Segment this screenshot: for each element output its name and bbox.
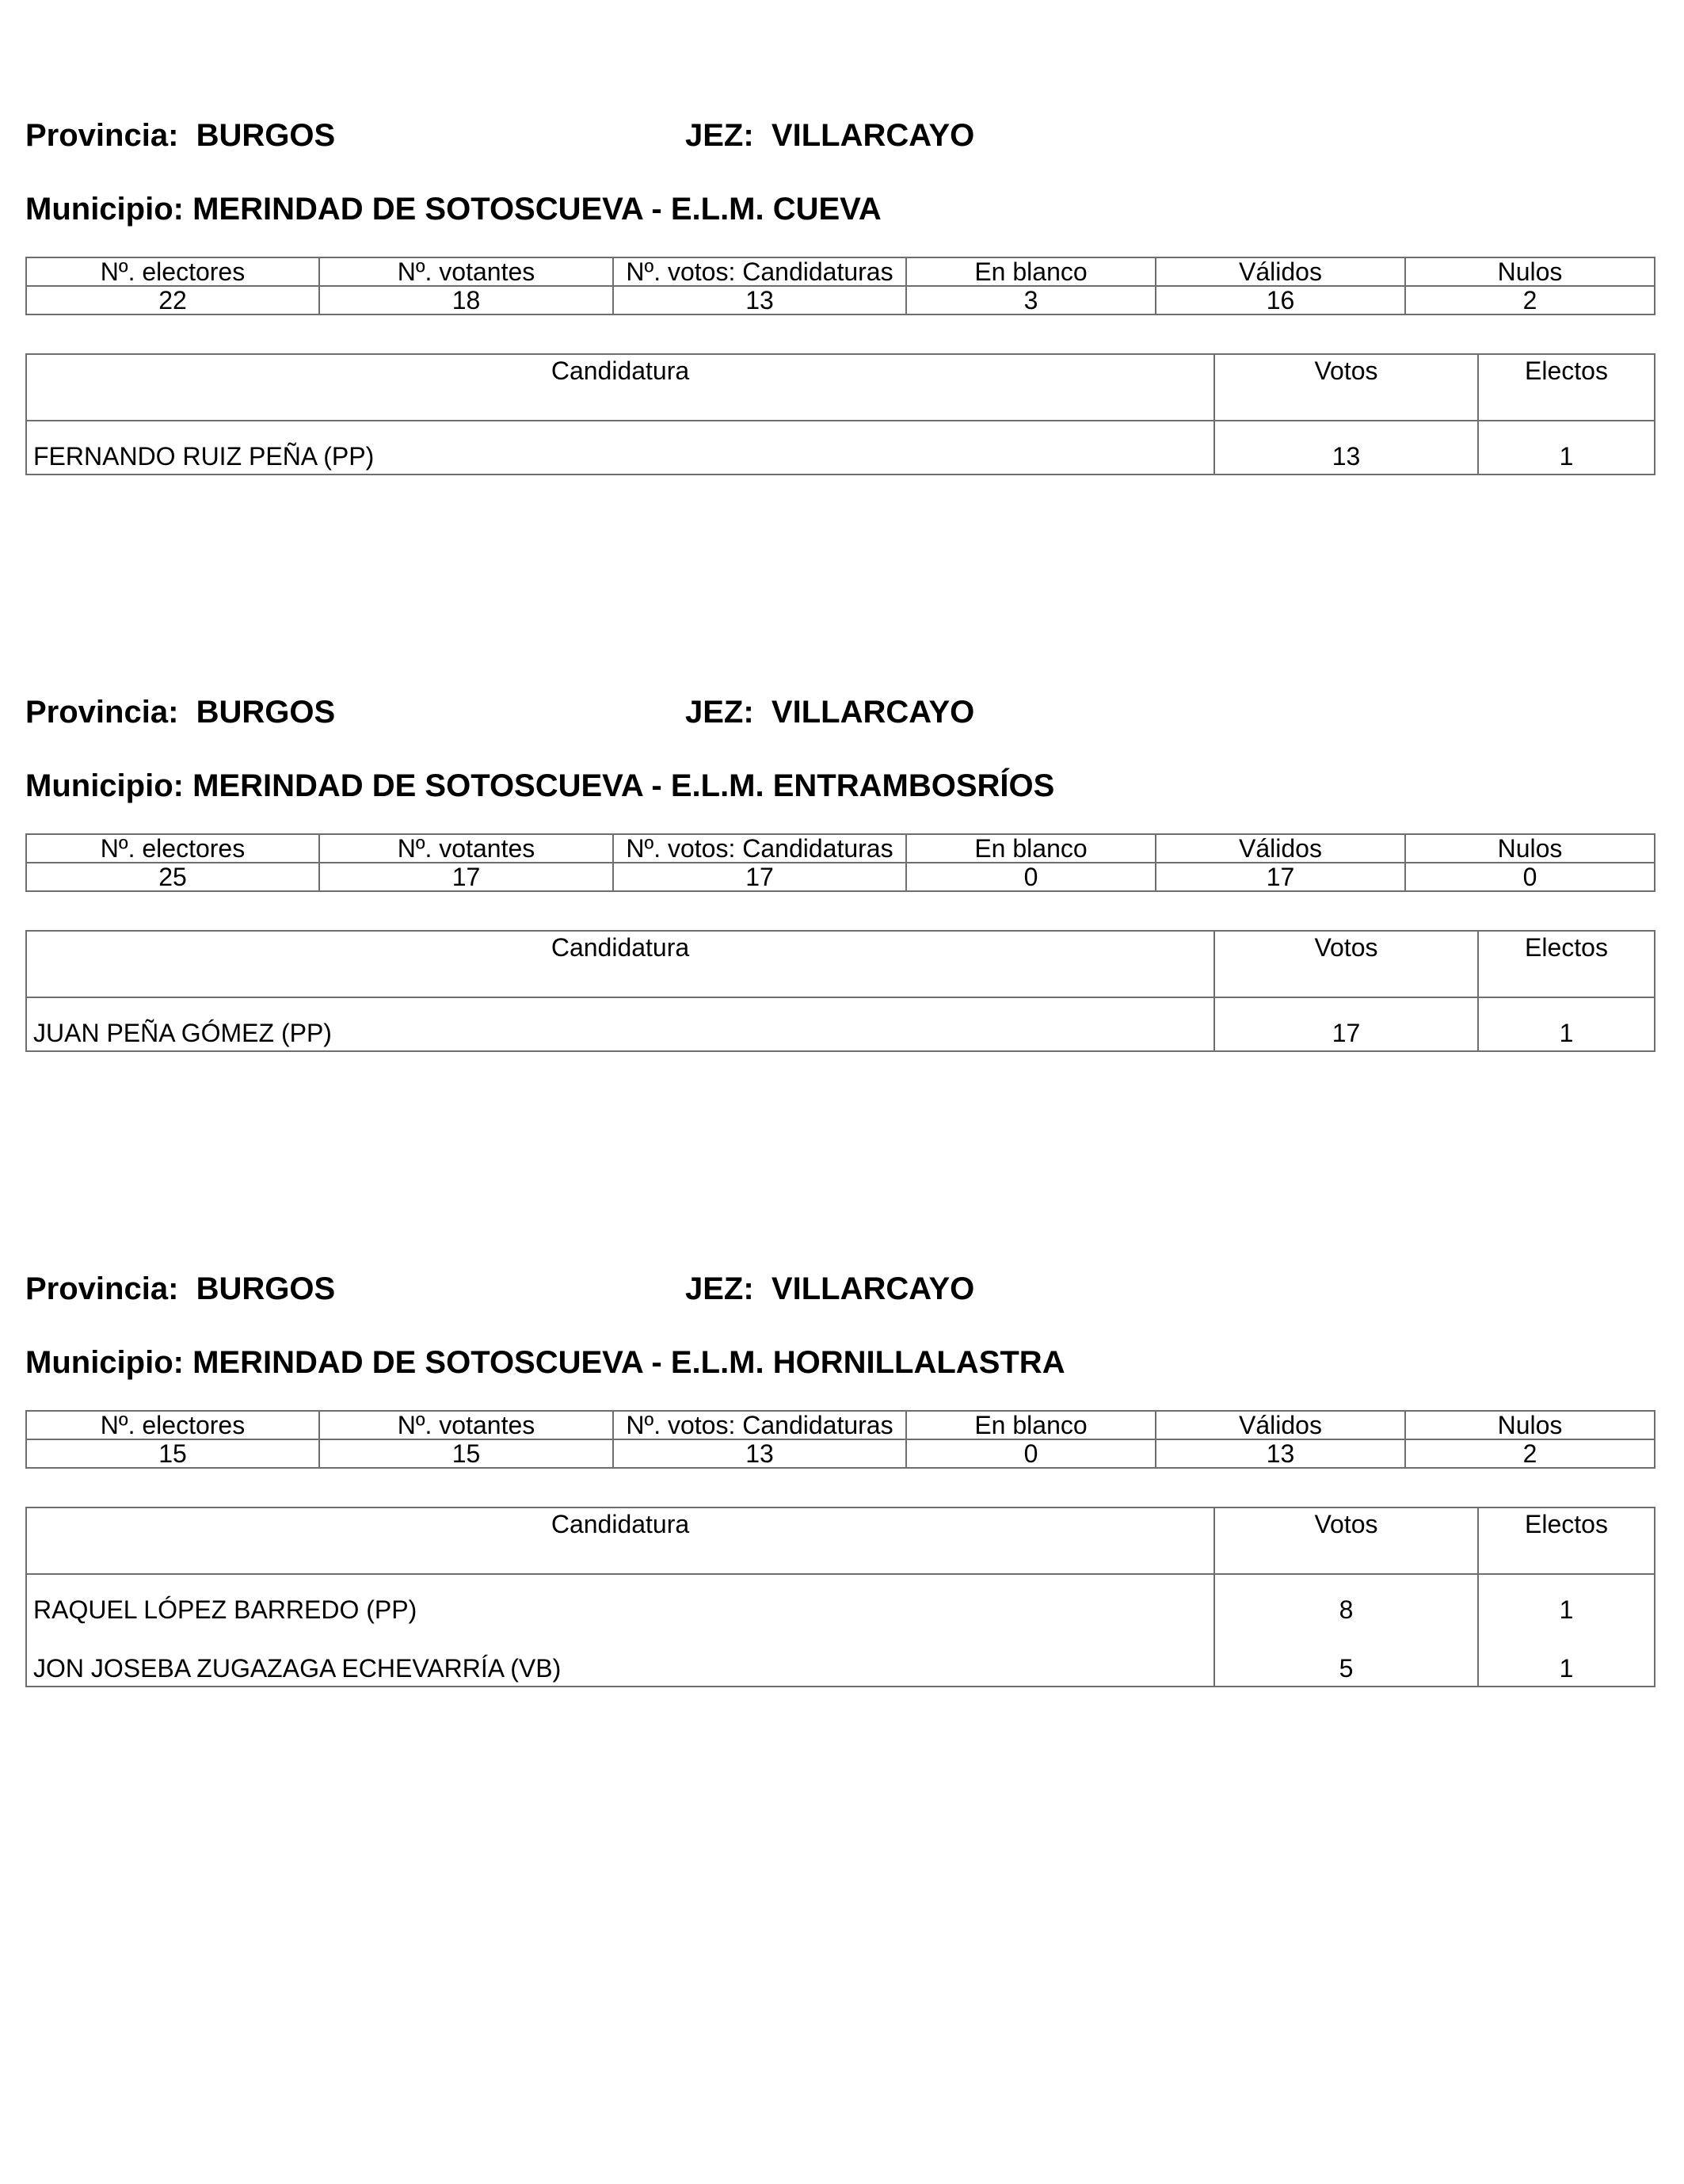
stats-value-cell: 15 — [26, 1439, 319, 1468]
candidate-votos: 8 — [1214, 1574, 1478, 1633]
candidate-row — [26, 1633, 1655, 1687]
votos-header: Votos — [1214, 354, 1478, 421]
stats-value-row — [26, 286, 1655, 314]
stats-header-cell: Nº. votos: Candidaturas — [613, 834, 906, 863]
candidate-name: JUAN PEÑA GÓMEZ (PP) — [26, 997, 1214, 1051]
stats-value-cell: 25 — [26, 863, 319, 891]
candidatura-header: Candidatura — [26, 1507, 1214, 1574]
candidate-row — [26, 997, 1655, 1051]
candidates-header-row — [26, 354, 1655, 421]
jez-label: JEZ: — [685, 695, 754, 730]
stats-value-cell: 2 — [1405, 286, 1655, 314]
stats-header-cell: En blanco — [906, 834, 1156, 863]
electos-header: Electos — [1478, 931, 1655, 997]
stats-header-cell: Nº. votos: Candidaturas — [613, 1411, 906, 1439]
stats-header-cell: Nº. electores — [26, 1411, 319, 1439]
votos-header: Votos — [1214, 1507, 1478, 1574]
votos-header: Votos — [1214, 931, 1478, 997]
stats-value-cell: 18 — [319, 286, 613, 314]
candidate-name: JON JOSEBA ZUGAZAGA ECHEVARRÍA (VB) — [26, 1633, 1214, 1687]
provincia-label: Provincia: — [25, 118, 179, 153]
provincia-label: Provincia: — [25, 695, 179, 730]
candidate-row — [26, 1574, 1655, 1633]
jez-label: JEZ: — [685, 1271, 754, 1306]
candidates-header-row — [26, 1507, 1655, 1574]
stats-table — [25, 257, 1655, 315]
candidatura-header: Candidatura — [26, 931, 1214, 997]
candidates-header-row — [26, 931, 1655, 997]
stats-header-cell: Nulos — [1405, 257, 1655, 286]
municipio-heading — [25, 1343, 1065, 1382]
provincia-value: BURGOS — [196, 118, 336, 153]
stats-header-cell: Nº. electores — [26, 257, 319, 286]
stats-value-cell: 15 — [319, 1439, 613, 1468]
stats-table — [25, 1410, 1655, 1469]
municipio-label: Municipio: — [25, 192, 184, 227]
municipio-heading — [25, 766, 1054, 806]
stats-value-cell: 13 — [613, 286, 906, 314]
stats-table — [25, 833, 1655, 892]
stats-header-cell: Nº. electores — [26, 834, 319, 863]
stats-header-cell: Nulos — [1405, 834, 1655, 863]
candidates-table — [25, 930, 1655, 1052]
municipio-heading — [25, 189, 882, 229]
jez-group — [685, 1269, 974, 1309]
candidate-electos: 1 — [1478, 1633, 1655, 1687]
candidate-row — [26, 421, 1655, 475]
stats-value-cell: 13 — [613, 1439, 906, 1468]
provincia-value: BURGOS — [196, 695, 336, 730]
stats-value-cell: 16 — [1156, 286, 1405, 314]
province-header — [25, 692, 1654, 732]
stats-header-cell: En blanco — [906, 257, 1156, 286]
candidate-electos: 1 — [1478, 1574, 1655, 1633]
stats-value-cell: 3 — [906, 286, 1156, 314]
stats-value-row — [26, 863, 1655, 891]
municipio-label: Municipio: — [25, 1345, 184, 1380]
candidate-electos: 1 — [1478, 421, 1655, 475]
candidate-name: RAQUEL LÓPEZ BARREDO (PP) — [26, 1574, 1214, 1633]
jez-label: JEZ: — [685, 118, 754, 153]
stats-header-cell: Nº. votantes — [319, 834, 613, 863]
candidates-table — [25, 1507, 1655, 1687]
province-header — [25, 1269, 1654, 1309]
electos-header: Electos — [1478, 1507, 1655, 1574]
stats-value-row — [26, 1439, 1655, 1468]
candidate-name: FERNANDO RUIZ PEÑA (PP) — [26, 421, 1214, 475]
stats-value-cell: 17 — [1156, 863, 1405, 891]
candidate-votos: 17 — [1214, 997, 1478, 1051]
stats-header-cell: En blanco — [906, 1411, 1156, 1439]
stats-header-cell: Nulos — [1405, 1411, 1655, 1439]
jez-value: VILLARCAYO — [771, 695, 975, 730]
stats-value-cell: 22 — [26, 286, 319, 314]
jez-value: VILLARCAYO — [771, 118, 975, 153]
candidate-votos: 13 — [1214, 421, 1478, 475]
provincia-value: BURGOS — [196, 1271, 336, 1306]
jez-group — [685, 692, 974, 732]
municipio-value: MERINDAD DE SOTOSCUEVA - E.L.M. HORNILLALASTRA — [192, 1345, 1065, 1380]
candidate-votos: 5 — [1214, 1633, 1478, 1687]
stats-header-row — [26, 1411, 1655, 1439]
stats-header-cell: Nº. votantes — [319, 257, 613, 286]
province-header — [25, 116, 1654, 155]
stats-header-row — [26, 834, 1655, 863]
municipio-label: Municipio: — [25, 768, 184, 803]
stats-header-cell: Nº. votantes — [319, 1411, 613, 1439]
stats-value-cell: 13 — [1156, 1439, 1405, 1468]
jez-group — [685, 116, 974, 155]
electos-header: Electos — [1478, 354, 1655, 421]
stats-header-cell: Válidos — [1156, 834, 1405, 863]
provincia-label: Provincia: — [25, 1271, 179, 1306]
stats-header-row — [26, 257, 1655, 286]
jez-value: VILLARCAYO — [771, 1271, 975, 1306]
candidatura-header: Candidatura — [26, 354, 1214, 421]
municipio-value: MERINDAD DE SOTOSCUEVA - E.L.M. ENTRAMBOSRÍOS — [192, 768, 1055, 803]
candidate-electos: 1 — [1478, 997, 1655, 1051]
stats-value-cell: 2 — [1405, 1439, 1655, 1468]
stats-value-cell: 0 — [906, 1439, 1156, 1468]
stats-value-cell: 0 — [906, 863, 1156, 891]
candidates-table — [25, 353, 1655, 475]
municipio-value: MERINDAD DE SOTOSCUEVA - E.L.M. CUEVA — [192, 192, 882, 227]
stats-header-cell: Válidos — [1156, 1411, 1405, 1439]
stats-value-cell: 0 — [1405, 863, 1655, 891]
stats-header-cell: Válidos — [1156, 257, 1405, 286]
stats-value-cell: 17 — [613, 863, 906, 891]
stats-header-cell: Nº. votos: Candidaturas — [613, 257, 906, 286]
stats-value-cell: 17 — [319, 863, 613, 891]
